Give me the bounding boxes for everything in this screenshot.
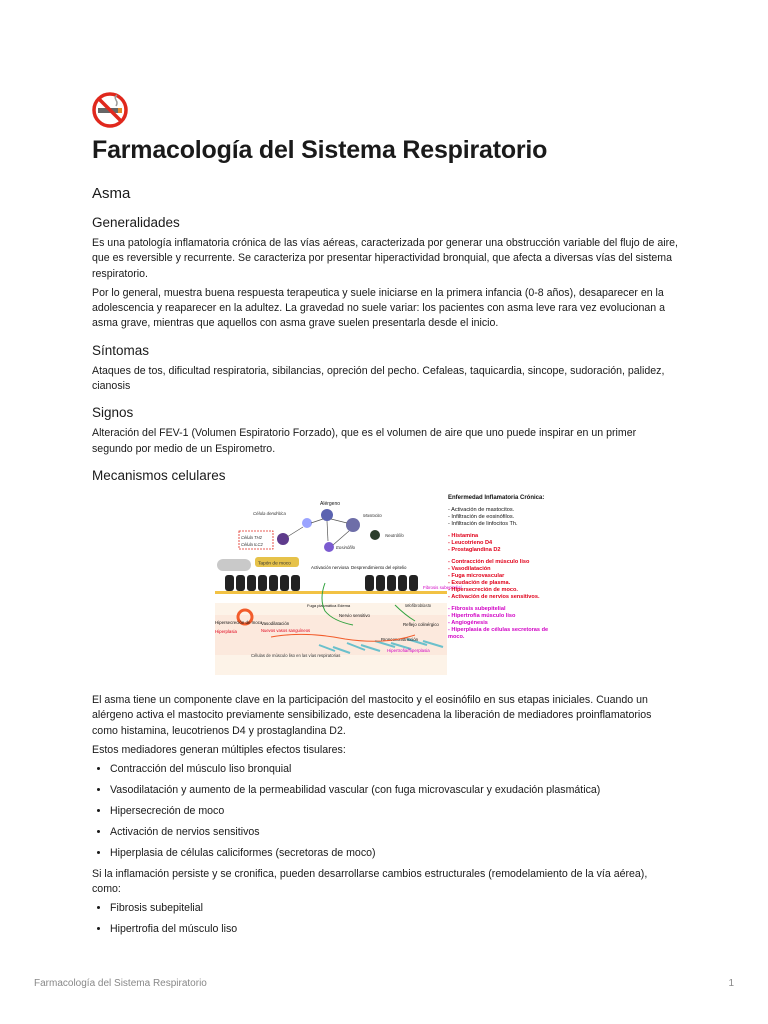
footer-title: Farmacología del Sistema Respiratorio	[34, 978, 207, 989]
legend-item: - Activación de mastocitos.	[448, 507, 515, 514]
list-item: • Hipersecreción de moco	[110, 804, 678, 819]
heading-mecanismos: Mecanismos celulares	[92, 467, 226, 483]
legend-item: - Activación de nervios sensitivos.	[448, 594, 540, 601]
page-number: 1	[728, 978, 734, 989]
paragraph: Si la inflamación persiste y se cronifica, pueden desarrollarse cambios estructurales (remodelamiento de la vía aérea), como:	[92, 867, 648, 895]
heading-sintomas: Síntomas	[92, 342, 150, 358]
asthma-mechanism-figure	[215, 495, 553, 675]
label-ilc2: Célula ILC2	[241, 541, 263, 547]
effects-list	[92, 762, 678, 861]
paragraph: Ataques de tos, dificultad respiratoria, sibilancias, opreción del pecho. Cefaleas, taquicardia, sincope, sudoración, palidez, cianosis	[92, 364, 665, 393]
label-activacion-nerviosa: Activación nerviosa	[311, 564, 349, 570]
legend-item: - Vasodilatación	[448, 566, 491, 573]
changes-list	[92, 901, 678, 937]
legend-item: - Leucotrieno D4	[448, 540, 493, 547]
legend-item: - Angiogénesis	[448, 620, 488, 627]
legend-item: - Prostaglandina D2	[448, 547, 501, 554]
document-page	[92, 92, 678, 943]
legend-item: - Histamina	[448, 533, 479, 540]
legend-item: - Fuga microvascular	[448, 573, 505, 580]
label-desprendimiento: Desprendimiento del epitelio	[351, 564, 407, 570]
label-bronco: Broncoconstricción	[381, 636, 419, 642]
heading-signos: Signos	[92, 405, 134, 421]
legend-item: - Contracción del músculo liso	[448, 559, 530, 566]
paragraph: Alteración del FEV-1 (Volumen Espiratorio Forzado), que es el volumen de aire que uno puede inspirar en un primer segundo por medio de un Espirometro.	[92, 427, 637, 455]
label-alergeno: Alérgeno	[320, 500, 341, 507]
label-tapon-moco: Tapón de moco	[258, 561, 291, 567]
legend-item: - Exudación de plasma.	[448, 580, 511, 587]
label-celulas-musculo: Células de músculo liso en las vías respiratorias	[251, 652, 341, 658]
label-hiperplasia: Hiperplasia	[215, 628, 237, 634]
no-smoking-icon	[92, 92, 128, 128]
paragraph: Es una patología inflamatoria crónica de las vías aéreas, caracterizada por generar una obstrucción variable del flujo de aire, que es reversible y recurrente. Se caracteriza por presentar hiperactividad bronquial, que afecta a diversas vías del sistema respiratorio.	[92, 237, 678, 280]
label-eosinofilo: Eosinófilo	[336, 544, 356, 550]
legend-item: - Fibrosis subepitelial	[448, 606, 506, 613]
page-title: Farmacología del Sistema Respiratorio	[92, 136, 548, 164]
figure-legend	[448, 495, 556, 641]
list-item: • Hiperplasia de células caliciformes (secretoras de moco)	[110, 846, 678, 861]
legend-title: Enfermedad Inflamatoria Crónica:	[448, 494, 545, 501]
label-mastocito: Mastocito	[363, 512, 382, 518]
list-item: • Vasodilatación y aumento de la permeabilidad vascular (con fuga microvascular y exudación plasmática)	[110, 783, 678, 798]
heading-generalidades: Generalidades	[92, 215, 180, 230]
label-fibrosis: Fibrosis subepitelial	[423, 584, 462, 590]
legend-item: - Hipersecreción de moco.	[448, 587, 518, 594]
paragraph: Por lo general, muestra buena respuesta terapeutica y suele iniciarse en la primera infancia (0-8 años), desaparecer en la adolescencia y reaparecer en la adultez. La gravedad no suele variar: los pacientes con asma leve rara vez evolucionan a asma grave, mientras que aquellos con asma grave suelen presentarla desde el inicio.	[92, 286, 665, 330]
label-hipersecrecion: Hipersecreción de moco	[215, 619, 263, 625]
section-heading-asma: Asma	[92, 185, 131, 202]
list-item: • Hipertrofia del músculo liso	[110, 922, 678, 937]
legend-item: - Infiltración de linfocitos Th.	[448, 521, 518, 528]
page-footer	[34, 978, 734, 989]
airway-diagram	[215, 495, 462, 675]
label-reflejo: Reflejo colinérgico	[403, 621, 439, 627]
label-celula-dendritica: Célula dendrítica	[253, 510, 286, 516]
label-vasodilatacion: Vasodilatación	[261, 620, 290, 626]
label-fuga: Fuga plasmática Edema	[307, 602, 351, 608]
label-nervio: Nervio sensitivo	[339, 612, 370, 618]
paragraph: Estos mediadores generan múltiples efectos tisulares:	[92, 743, 346, 756]
list-item: • Fibrosis subepitelial	[110, 901, 678, 916]
legend-item: - Hipertrofia músculo liso	[448, 613, 516, 620]
label-nuevos-vasos: Nuevos vasos sanguíneos	[261, 627, 311, 633]
list-item: • Activación de nervios sensitivos	[110, 825, 678, 840]
label-miofibroblasto: Miofibroblasto	[405, 602, 432, 608]
legend-item: - Hiperplasia de células secretoras de moco.	[448, 627, 549, 641]
paragraph: El asma tiene un componente clave en la participación del mastocito y el eosinófilo en sus etapas iniciales. Cuando un alérgeno activa el mastocito previamente sensibilizado, este desencadena la liberación de mediadores proinflamatorios como histamina, leucotrienos D4 y prostaglandina D2.	[92, 693, 652, 737]
label-hipertrofia: Hipertrofia/hiperplasia	[387, 647, 430, 653]
legend-item: - Infiltración de eosinófilos.	[448, 514, 515, 521]
label-th2: Célula TH2	[241, 534, 262, 540]
list-item: • Contracción del músculo liso bronquial	[110, 762, 678, 777]
label-neutrofilo: Neutrófilo	[385, 532, 404, 538]
